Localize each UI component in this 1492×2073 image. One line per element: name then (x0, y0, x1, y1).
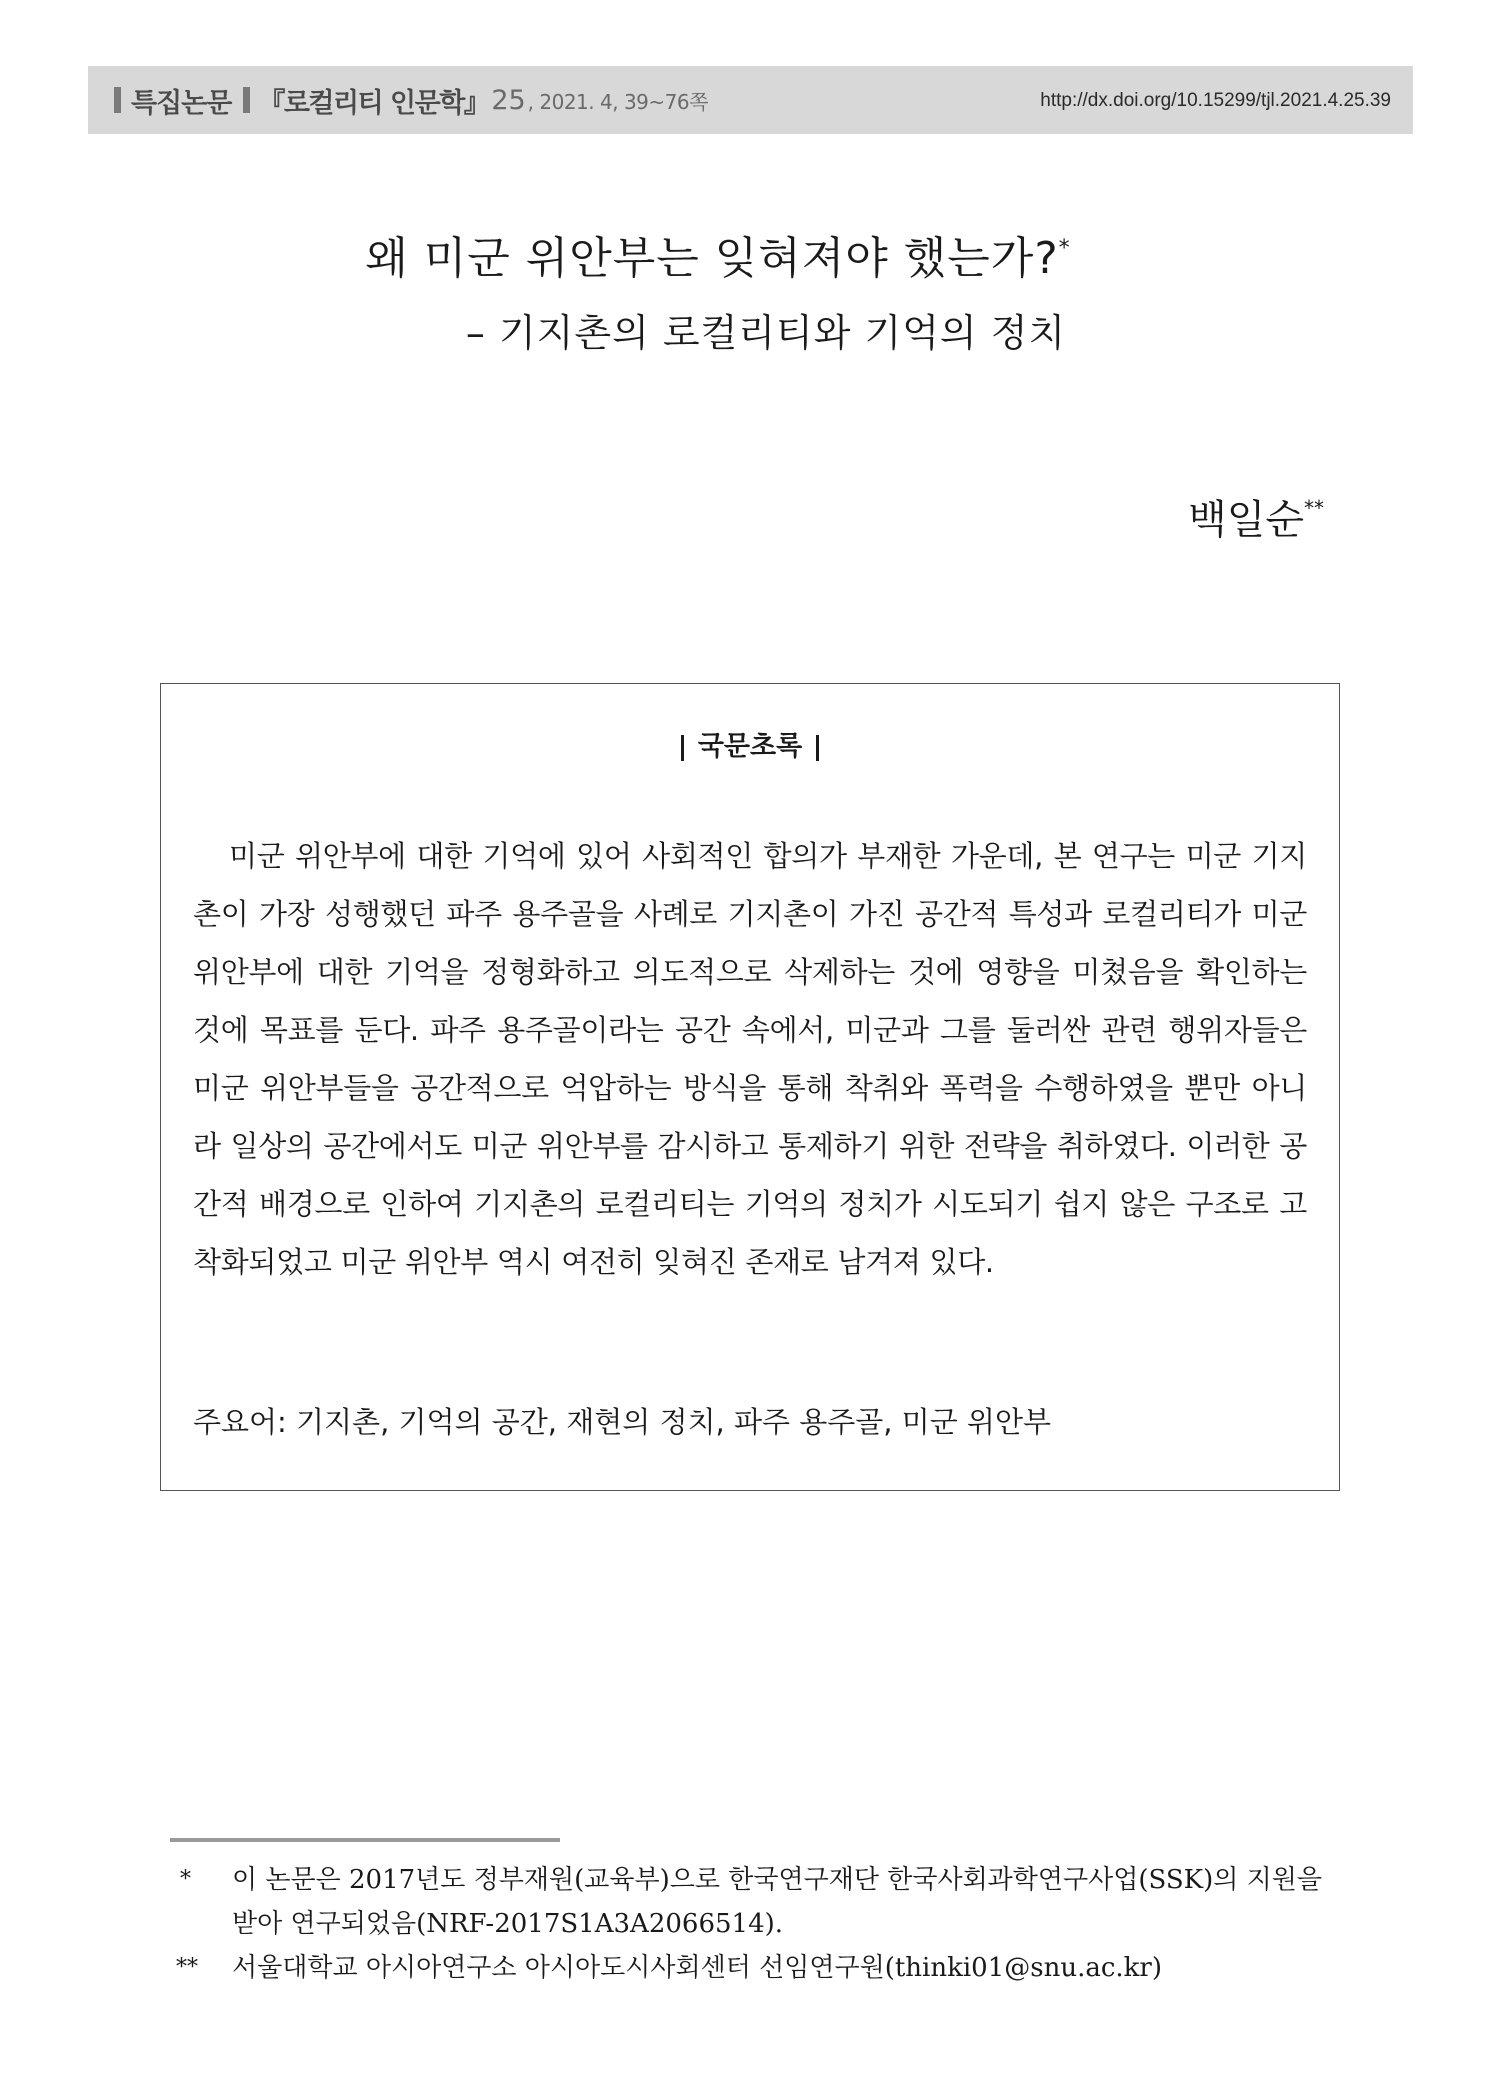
header-bar-mark (243, 87, 250, 113)
running-header (88, 66, 1413, 134)
header-journal-info (114, 80, 708, 120)
footnote-text: 서울대학교 아시아연구소 아시아도시사회센터 선임연구원(thinki01@snu.ac.kr) (232, 1953, 1162, 1983)
abstract-box (160, 683, 1340, 1491)
keywords: 주요어: 기지촌, 기억의 공간, 재현의 정치, 파주 용주골, 미군 위안부 (193, 1405, 1051, 1439)
footnote-mark: * (180, 1867, 191, 1892)
section-label: 특집논문 (131, 87, 232, 119)
doi-link[interactable]: http://dx.doi.org/10.15299/tjl.2021.4.25.39 (1040, 90, 1391, 111)
abstract-body: 미군 위안부에 대한 기억에 있어 사회적인 합의가 부재한 가운데, 본 연구는 미군 기지촌이 가장 성행했던 파주 용주골을 사례로 기지촌이 가진 공간적 특성과 로컬리티가 미군 위안부에 대한 기억을 정형화하고 의도적으로 삭제하는 것에 영향을 미쳤음을 확인하는 것에 목표를 둔다. 파주 용주골이라는 공간 속에서, 미군과 그를 둘러싼 관련 행위자들은 미군 위안부들을 공간적으로 억압하는 방식을 통해 착취와 폭력을 수행하였을 뿐만 아니라 일상의 공간에서도 미군 위안부를 감시하고 통제하기 위한 전략을 취하였다. 이러한 공간적 배경으로 인하여 기지촌의 로컬리티는 기억의 정치가 시도되기 쉽지 않은 구조로 고착화되었고 미군 위안부 역시 여전히 잊혀진 존재로 남겨져 있다. (193, 839, 1307, 1279)
abstract-heading (161, 724, 1339, 763)
title-block (0, 222, 1492, 357)
journal-name: 『로컬리티 인문학』 (258, 87, 490, 119)
abstract-heading-text: 국문초록 (697, 731, 803, 762)
footnote-item (180, 1858, 1340, 1946)
heading-bar-right (816, 735, 819, 761)
title-footnote-mark: * (1058, 236, 1071, 262)
article-subtitle: – 기지촌의 로컬리티와 기억의 정치 (465, 311, 1067, 355)
article-title (0, 222, 1464, 286)
footnotes (176, 1858, 1340, 1990)
author-name: 백일순 (1188, 497, 1304, 543)
footnote-divider (170, 1838, 560, 1842)
article-title-text: 왜 미군 위안부는 잊혀져야 했는가? (365, 233, 1059, 284)
author-footnote-mark: ** (1304, 495, 1324, 520)
footnote-item (176, 1946, 1340, 1990)
header-bar-mark (114, 87, 121, 113)
heading-bar-left (681, 735, 684, 761)
issue-info: , 2021. 4, 39~76쪽 (527, 89, 708, 114)
footnote-mark: ** (176, 1955, 198, 1980)
journal-volume: 25 (491, 84, 526, 116)
footnote-text: 이 논문은 2017년도 정부재원(교육부)으로 한국연구재단 한국사회과학연구사업(SSK)의 지원을 받아 연구되었음(NRF-2017S1A3A2066514). (232, 1865, 1322, 1939)
author (1188, 488, 1324, 545)
